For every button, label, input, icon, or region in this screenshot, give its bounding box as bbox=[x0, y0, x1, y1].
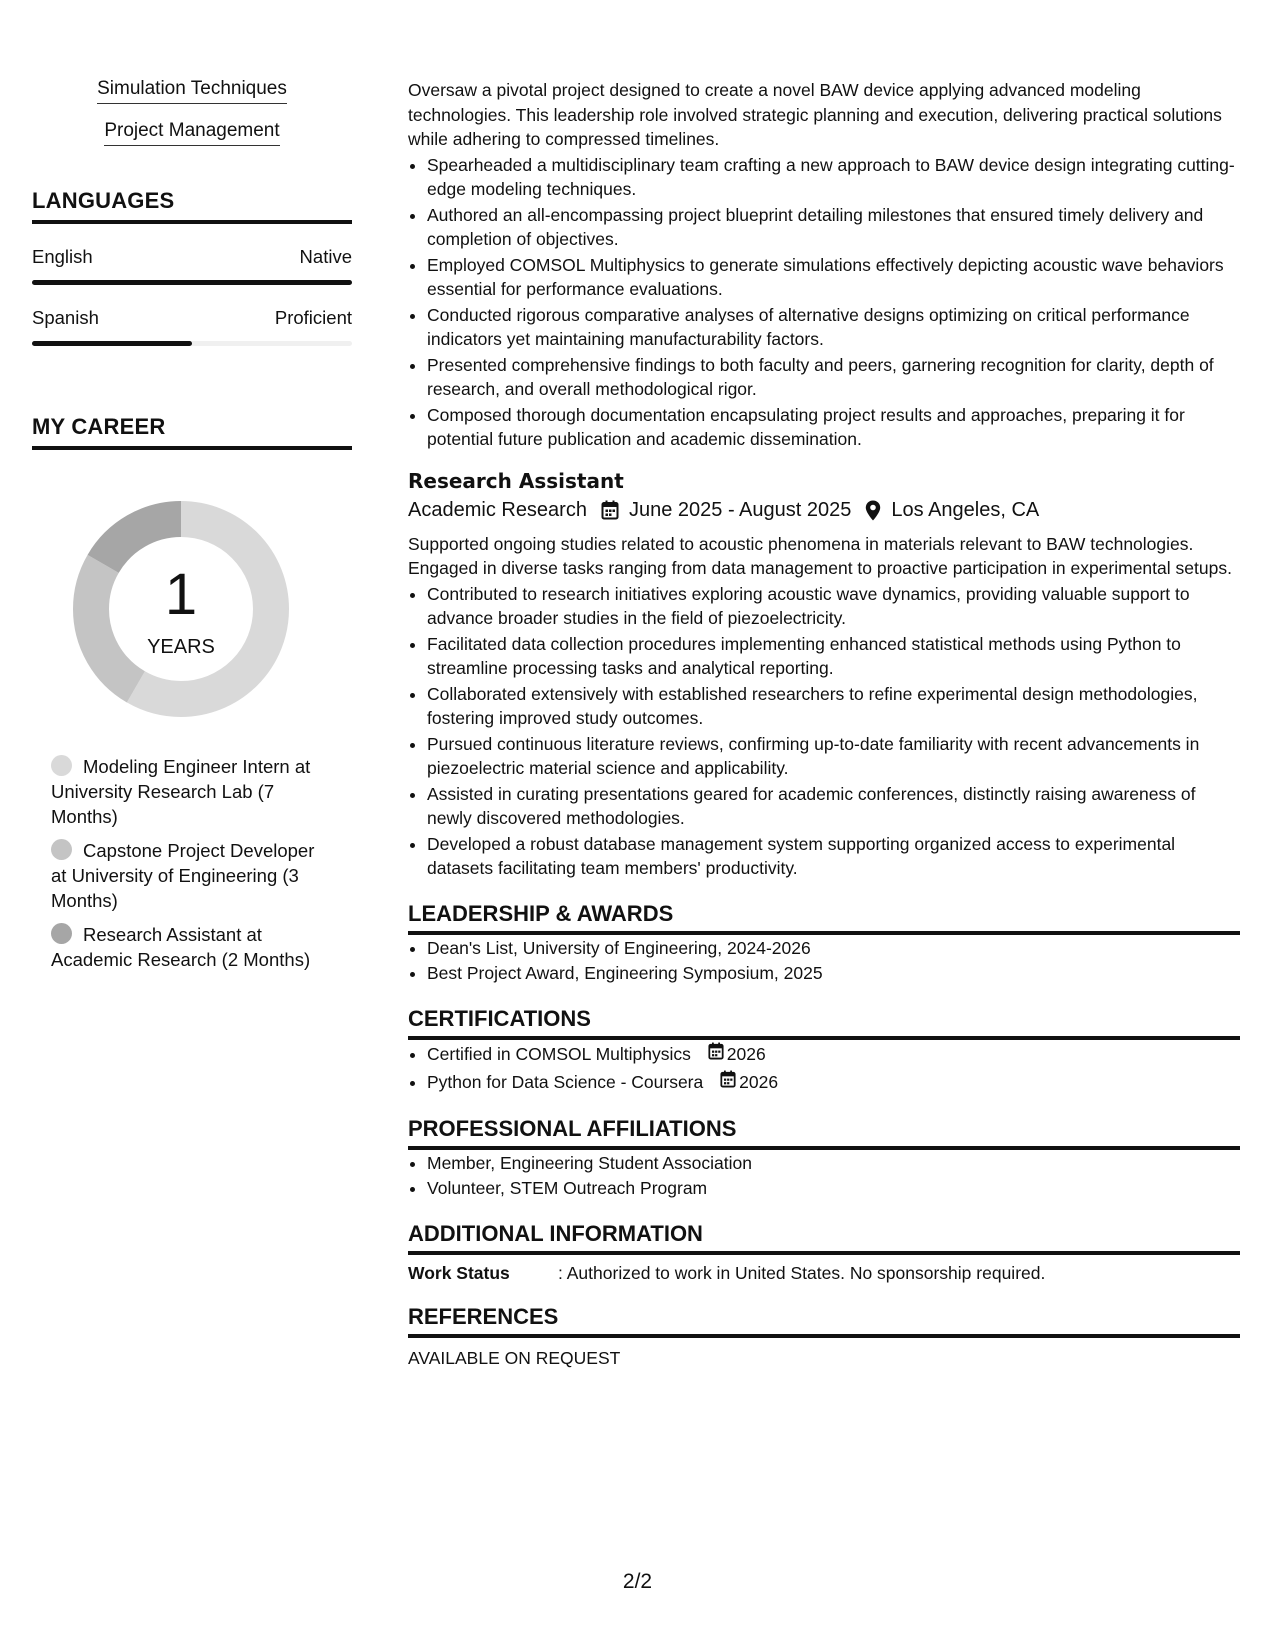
certifications-list bbox=[408, 1041, 1240, 1096]
leadership-list bbox=[408, 936, 1240, 986]
location-pin-icon bbox=[865, 500, 881, 521]
cert-year: 2026 bbox=[739, 1071, 779, 1092]
list-item: • Member, Engineering Student Association bbox=[427, 1151, 1240, 1176]
language-bar bbox=[32, 280, 352, 285]
list-item: • Developed a robust database management system supporting organized access to experimental datasets facilitating team members' productivity. bbox=[427, 832, 1240, 881]
list-item: • Conducted rigorous comparative analyses of alternative designs optimizing on critical performance indicators yet maintaining manufacturability factors. bbox=[427, 303, 1240, 352]
sidebar bbox=[32, 78, 352, 981]
career-heading: MY CAREER bbox=[32, 414, 352, 450]
career-legend bbox=[32, 754, 331, 972]
calendar-icon bbox=[720, 1069, 739, 1096]
skill-label: Simulation Techniques bbox=[97, 78, 287, 104]
career-legend-label: Modeling Engineer Intern at University Research Lab (7 Months) bbox=[51, 756, 311, 827]
list-item: • Authored an all-encompassing project blueprint detailing milestones that ensured timely delivery and completion of objectives. bbox=[427, 203, 1240, 252]
career-legend-item bbox=[51, 922, 331, 972]
skill-label: Project Management bbox=[104, 120, 279, 146]
career-legend-item bbox=[51, 838, 331, 913]
list-item: • Best Project Award, Engineering Symposium, 2025 bbox=[427, 961, 1240, 986]
legend-dot-icon bbox=[51, 839, 72, 860]
list-item: • Volunteer, STEM Outreach Program bbox=[427, 1176, 1240, 1201]
project-summary: Oversaw a pivotal project designed to create a novel BAW device applying advanced modeling technologies. This leadership role involved strategic planning and execution, delivering practical solutions while adhering to compressed timelines. bbox=[408, 80, 1222, 149]
languages-heading: LANGUAGES bbox=[32, 188, 352, 224]
job-bullets bbox=[408, 582, 1240, 881]
job-summary: Supported ongoing studies related to acoustic phenomena in materials relevant to BAW technologies. Engaged in diverse tasks ranging from data management to proactive participation in experimental setups. bbox=[408, 533, 1232, 578]
list-item: • Dean's List, University of Engineering, 2024-2026 bbox=[427, 936, 1240, 961]
career-legend-item bbox=[51, 754, 331, 829]
calendar-icon bbox=[708, 1041, 727, 1068]
job-meta bbox=[408, 499, 1240, 522]
job-company: Academic Research bbox=[408, 498, 587, 521]
list-item: • Composed thorough documentation encapsulating project results and approaches, preparing it for potential future publication and academic dissemination. bbox=[427, 403, 1240, 452]
list-item: • Pursued continuous literature reviews, confirming up-to-date familiarity with recent advancements in piezoelectric material science and applicability. bbox=[427, 732, 1240, 781]
cert-year: 2026 bbox=[726, 1043, 766, 1064]
job-title: Research Assistant bbox=[408, 468, 624, 493]
list-item: • Spearheaded a multidisciplinary team crafting a new approach to BAW device design integrating cutting-edge modeling techniques. bbox=[427, 153, 1240, 202]
work-status-label: Work Status bbox=[408, 1262, 510, 1283]
career-total-number: 1 bbox=[164, 562, 198, 627]
affiliations-list bbox=[408, 1151, 1240, 1201]
list-item bbox=[427, 1041, 1240, 1068]
language-item bbox=[32, 307, 352, 346]
career-legend-label: Research Assistant at Academic Research (2 Months) bbox=[51, 924, 311, 970]
career-total-unit: YEARS bbox=[147, 636, 215, 658]
skill-chip bbox=[32, 78, 352, 104]
work-status-value: : Authorized to work in United States. No sponsorship required. bbox=[558, 1262, 1046, 1283]
references-heading: REFERENCES bbox=[408, 1304, 1240, 1338]
career-donut-chart bbox=[66, 494, 296, 724]
list-item: • Collaborated extensively with established researchers to refine experimental design methodologies, fostering improved study outcomes. bbox=[427, 682, 1240, 731]
references-text: AVAILABLE ON REQUEST bbox=[408, 1347, 621, 1368]
language-name: English bbox=[32, 246, 93, 267]
legend-dot-icon bbox=[51, 755, 72, 776]
job-dates: June 2025 - August 2025 bbox=[628, 498, 852, 521]
legend-dot-icon bbox=[51, 923, 72, 944]
list-item: • Contributed to research initiatives exploring acoustic wave dynamics, providing valuable support to advance broader studies in the field of piezoelectricity. bbox=[427, 582, 1240, 631]
list-item: • Presented comprehensive findings to both faculty and peers, garnering recognition for clarity, depth of research, and overall methodological rigor. bbox=[427, 353, 1240, 402]
language-bar bbox=[32, 341, 352, 346]
calendar-icon bbox=[601, 500, 619, 520]
affiliations-heading: PROFESSIONAL AFFILIATIONS bbox=[408, 1116, 1240, 1150]
language-item bbox=[32, 246, 352, 285]
job-location: Los Angeles, CA bbox=[891, 498, 1040, 521]
cert-name: Python for Data Science - Coursera bbox=[427, 1071, 704, 1092]
leadership-heading: LEADERSHIP & AWARDS bbox=[408, 901, 1240, 935]
language-bar-fill bbox=[32, 280, 352, 285]
certifications-heading: CERTIFICATIONS bbox=[408, 1006, 1240, 1040]
cert-name: Certified in COMSOL Multiphysics bbox=[427, 1043, 691, 1064]
language-level: Native bbox=[299, 246, 352, 267]
career-legend-label: Capstone Project Developer at University of Engineering (3 Months) bbox=[51, 840, 315, 911]
language-level: Proficient bbox=[274, 307, 352, 328]
main-content bbox=[408, 78, 1240, 1369]
page-number: 2/2 bbox=[622, 1570, 653, 1593]
language-name: Spanish bbox=[32, 307, 99, 328]
list-item: • Employed COMSOL Multiphysics to generate simulations effectively depicting acoustic wave behaviors essential for performance evaluations. bbox=[427, 253, 1240, 302]
list-item bbox=[427, 1069, 1240, 1096]
project-bullets bbox=[408, 153, 1240, 452]
language-bar-fill bbox=[32, 341, 192, 346]
skill-chip bbox=[32, 120, 352, 146]
work-status-row bbox=[408, 1263, 1240, 1284]
list-item: • Facilitated data collection procedures implementing enhanced statistical methods using Python to streamline processing tasks and analytical reporting. bbox=[427, 632, 1240, 681]
additional-info-heading: ADDITIONAL INFORMATION bbox=[408, 1221, 1240, 1255]
list-item: • Assisted in curating presentations geared for academic conferences, distinctly raising awareness of newly discovered methodologies. bbox=[427, 782, 1240, 831]
